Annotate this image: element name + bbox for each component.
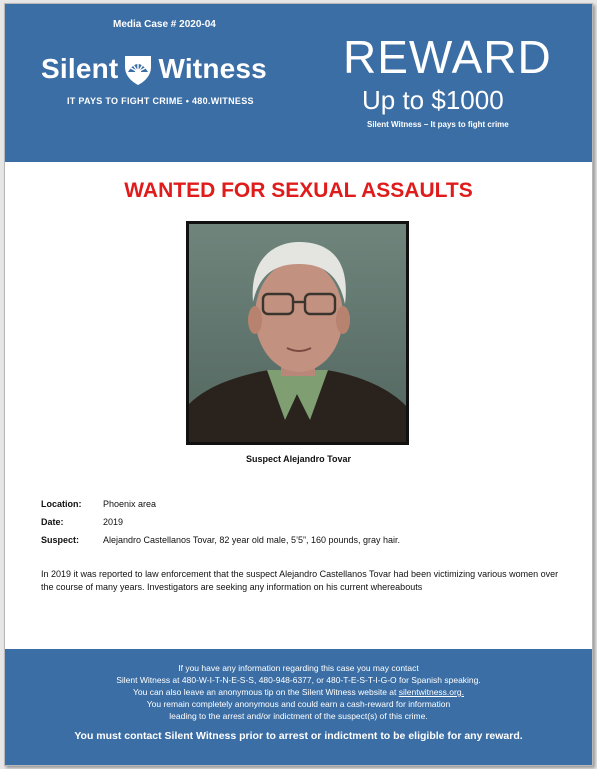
detail-row-suspect	[41, 531, 400, 549]
detail-value: Alejandro Castellanos Tovar, 82 year old male, 5’5”, 160 pounds, gray hair.	[103, 535, 401, 545]
suspect-photo	[186, 221, 409, 445]
reward-title: REWARD	[343, 31, 552, 83]
header-banner	[5, 4, 592, 162]
detail-row-date	[41, 513, 400, 531]
case-number: Media Case # 2020-04	[113, 19, 216, 30]
footer-contact-info	[5, 649, 592, 722]
logo-text-left: Silent	[41, 53, 119, 84]
reward-tagline: Silent Witness – It pays to fight crime	[367, 120, 509, 129]
footer-line: Silent Witness at 480-W-I-T-N-E-S-S, 480-948-6377, or 480-T-E-S-T-I-G-O for Spanish speaking.	[116, 675, 481, 685]
detail-label: Suspect:	[41, 535, 80, 545]
sunburst-shield-icon	[122, 52, 154, 86]
wanted-poster	[4, 3, 593, 766]
reward-amount: Up to $1000	[362, 85, 504, 115]
footer-line: leading to the arrest and/or indictment of the suspect(s) of this crime.	[169, 711, 428, 721]
detail-value: Phoenix area	[103, 499, 157, 509]
case-details	[41, 495, 400, 549]
logo-text-right: Witness	[158, 53, 267, 84]
detail-label: Date:	[41, 517, 64, 527]
website-link[interactable]: silentwitness.org.	[398, 687, 464, 697]
logo-tagline: IT PAYS TO FIGHT CRIME • 480.WITNESS	[67, 96, 254, 106]
footer-line-text: You can also leave an anonymous tip on the Silent Witness website at	[133, 687, 399, 697]
headline: WANTED FOR SEXUAL ASSAULTS	[124, 179, 473, 202]
photo-caption: Suspect Alejandro Tovar	[245, 454, 352, 464]
footer-line: You remain completely anonymous and could earn a cash-reward for information	[146, 699, 451, 709]
detail-row-location	[41, 495, 400, 513]
footer-line: If you have any information regarding this case you may contact	[178, 663, 419, 673]
footer-banner	[5, 649, 592, 765]
silent-witness-logo	[41, 52, 267, 86]
footer-eligibility-notice: You must contact Silent Witness prior to arrest or indictment to be eligible for any reward.	[74, 730, 523, 742]
case-narrative: In 2019 it was reported to law enforcement that the suspect Alejandro Castellanos Tovar had been victimizing various women over the course of many years. Investigators are seeking any information on his current whereabouts	[41, 569, 559, 592]
footer-line	[5, 686, 592, 698]
detail-value: 2019	[103, 517, 124, 527]
detail-label: Location:	[41, 499, 82, 509]
